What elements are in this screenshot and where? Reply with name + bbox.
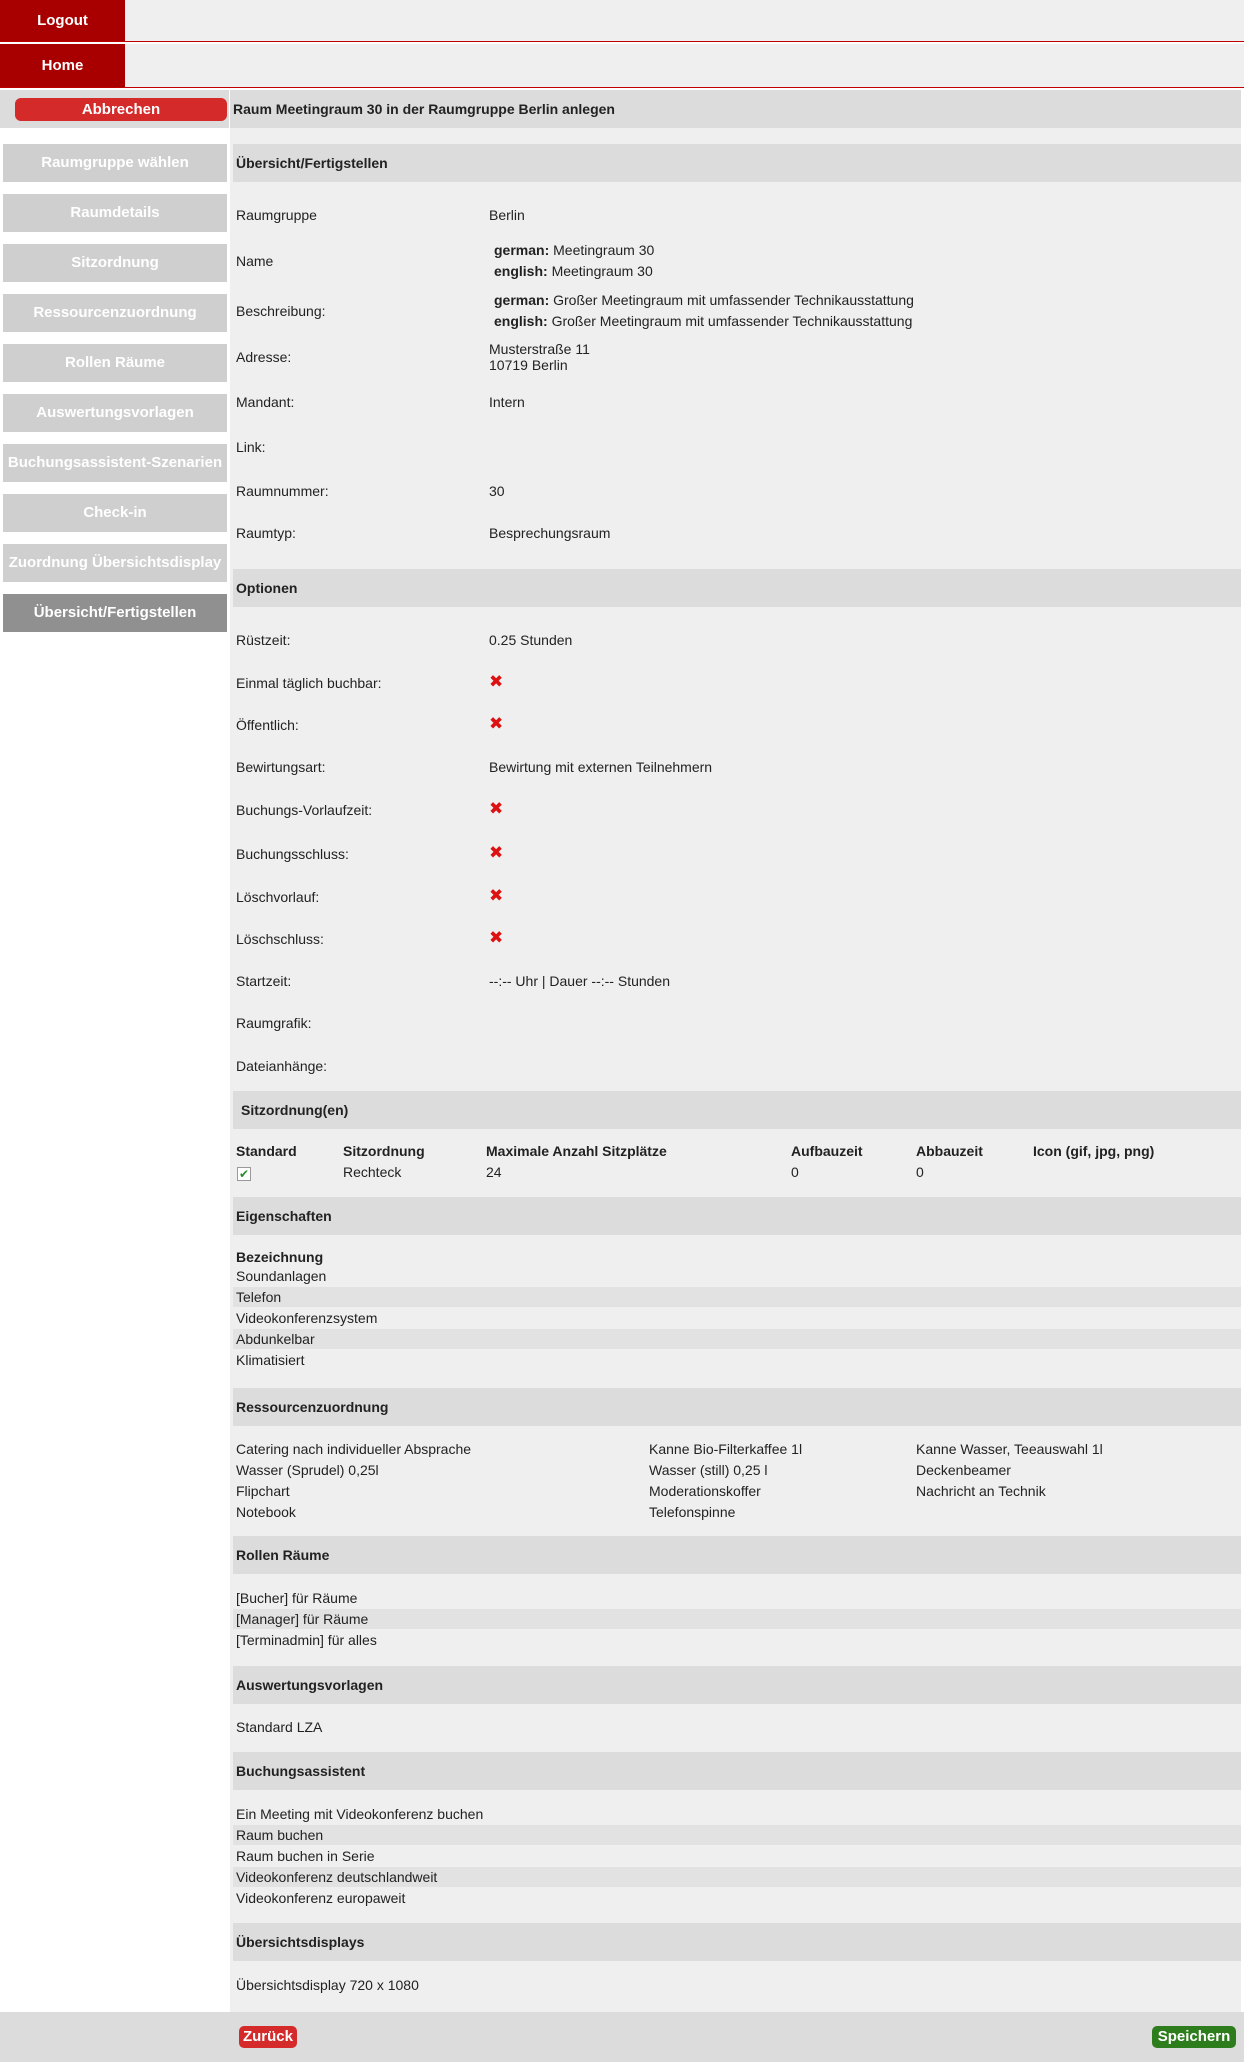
description-german: german: Großer Meetingraum mit umfassender Technikausstattung	[494, 292, 914, 308]
list-item: Raum buchen in Serie	[236, 1848, 375, 1864]
resource-item: Notebook	[236, 1504, 296, 1520]
seating-col-aufbauzeit: Aufbauzeit	[791, 1143, 863, 1159]
address-line1: Musterstraße 11	[489, 341, 590, 357]
resource-item: Kanne Bio-Filterkaffee 1l	[649, 1441, 803, 1457]
nav-raumgruppe-waehlen[interactable]: Raumgruppe wählen	[3, 144, 227, 182]
section-displays-heading: Übersichtsdisplays	[233, 1923, 1241, 1961]
nav-zuordnung-uebersichtsdisplay[interactable]: Zuordnung Übersichtsdisplay	[3, 544, 227, 582]
loeschvorlauf-label: Löschvorlauf:	[236, 889, 320, 905]
seating-col-sitzordnung: Sitzordnung	[343, 1143, 425, 1159]
resource-item: Nachricht an Technik	[916, 1483, 1046, 1499]
list-item: Abdunkelbar	[233, 1329, 1241, 1349]
list-item: Videokonferenz deutschlandweit	[233, 1867, 1241, 1887]
nav-uebersicht-fertigstellen[interactable]: Übersicht/Fertigstellen	[3, 594, 227, 632]
raumnummer-value: 30	[489, 483, 505, 499]
dateianhaenge-label: Dateianhänge:	[236, 1058, 328, 1074]
list-item: Telefon	[233, 1287, 1241, 1307]
cross-icon: ✖	[489, 672, 504, 691]
raumgruppe-value: Berlin	[489, 207, 525, 223]
resource-item: Flipchart	[236, 1483, 290, 1499]
page-title-bar	[230, 90, 1241, 128]
cross-icon: ✖	[489, 799, 504, 818]
link-label: Link:	[236, 439, 266, 455]
section-overview-heading: Übersicht/Fertigstellen	[233, 144, 1241, 182]
cross-icon: ✖	[489, 928, 504, 947]
mandant-value: Intern	[489, 394, 525, 410]
raumnummer-label: Raumnummer:	[236, 483, 329, 499]
bewirtungsart-label: Bewirtungsart:	[236, 759, 326, 775]
oeffentlich-label: Öffentlich:	[236, 717, 299, 733]
section-assistant-heading: Buchungsassistent	[233, 1752, 1241, 1790]
raumgrafik-label: Raumgrafik:	[236, 1015, 312, 1031]
ruestzeit-label: Rüstzeit:	[236, 632, 291, 648]
list-item: Videokonferenzsystem	[236, 1310, 378, 1326]
topbar-home-row	[0, 44, 1244, 88]
list-item: Standard LZA	[236, 1719, 323, 1735]
seating-col-standard: Standard	[236, 1143, 297, 1159]
section-properties-heading: Eigenschaften	[233, 1197, 1241, 1235]
startzeit-value: --:-- Uhr | Dauer --:-- Stunden	[489, 973, 671, 989]
cancel-area	[0, 90, 229, 128]
list-item: [Terminadmin] für alles	[236, 1632, 377, 1648]
summary-content	[230, 128, 1241, 2012]
name-english: english: Meetingraum 30	[494, 263, 653, 279]
list-item: Raum buchen	[233, 1825, 1241, 1845]
cross-icon: ✖	[489, 843, 504, 862]
page-title: Raum Meetingraum 30 in der Raumgruppe Berlin anlegen	[233, 101, 615, 117]
raumtyp-value: Besprechungsraum	[489, 525, 611, 541]
section-roles-heading: Rollen Räume	[233, 1536, 1241, 1574]
vorlaufzeit-label: Buchungs-Vorlaufzeit:	[236, 802, 373, 818]
seating-setup: 0	[791, 1164, 799, 1180]
save-button[interactable]: Speichern	[1152, 2026, 1236, 2048]
cross-icon: ✖	[489, 886, 504, 905]
footer-bar	[0, 2012, 1244, 2062]
list-item: Klimatisiert	[236, 1352, 305, 1368]
list-item: [Bucher] für Räume	[236, 1590, 358, 1606]
list-item: [Manager] für Räume	[233, 1609, 1241, 1629]
bewirtungsart-value: Bewirtung mit externen Teilnehmern	[489, 759, 713, 775]
buchungsschluss-label: Buchungsschluss:	[236, 846, 349, 862]
name-german: german: Meetingraum 30	[494, 242, 655, 258]
wizard-sidebar	[0, 90, 229, 2012]
resource-item: Telefonspinne	[649, 1504, 736, 1520]
seating-teardown: 0	[916, 1164, 924, 1180]
mandant-label: Mandant:	[236, 394, 295, 410]
seating-seats: 24	[486, 1164, 502, 1180]
einmal-taeglich-label: Einmal täglich buchbar:	[236, 675, 382, 691]
ruestzeit-value: 0.25 Stunden	[489, 632, 573, 648]
resource-item: Kanne Wasser, Teeauswahl 1l	[916, 1441, 1103, 1457]
nav-ressourcenzuordnung[interactable]: Ressourcenzuordnung	[3, 294, 227, 332]
startzeit-label: Startzeit:	[236, 973, 292, 989]
section-templates-heading: Auswertungsvorlagen	[233, 1666, 1241, 1704]
resource-item: Deckenbeamer	[916, 1462, 1011, 1478]
nav-sitzordnung[interactable]: Sitzordnung	[3, 244, 227, 282]
list-item: Soundanlagen	[236, 1268, 327, 1284]
name-label: Name	[236, 253, 274, 269]
list-item: Übersichtsdisplay 720 x 1080	[236, 1977, 419, 1993]
nav-rollen-raeume[interactable]: Rollen Räume	[3, 344, 227, 382]
nav-check-in[interactable]: Check-in	[3, 494, 227, 532]
nav-auswertungsvorlagen[interactable]: Auswertungsvorlagen	[3, 394, 227, 432]
section-seating-heading: Sitzordnung(en)	[233, 1091, 1241, 1129]
topbar-logout-row	[0, 0, 1244, 42]
list-item: Ein Meeting mit Videokonferenz buchen	[236, 1806, 484, 1822]
address-line2: 10719 Berlin	[489, 357, 568, 373]
nav-buchungsassistent-szenarien[interactable]: Buchungsassistent-Szenarien	[3, 444, 227, 482]
raumgruppe-label: Raumgruppe	[236, 207, 317, 223]
section-resources-heading: Ressourcenzuordnung	[233, 1388, 1241, 1426]
description-label: Beschreibung:	[236, 303, 326, 319]
back-button[interactable]: Zurück	[239, 2026, 297, 2048]
properties-col-bezeichnung: Bezeichnung	[236, 1249, 324, 1265]
seating-col-abbauzeit: Abbauzeit	[916, 1143, 983, 1159]
resource-item: Wasser (Sprudel) 0,25l	[236, 1462, 379, 1478]
resource-item: Catering nach individueller Absprache	[236, 1441, 472, 1457]
section-options-heading: Optionen	[233, 569, 1241, 607]
standard-checkbox[interactable]: ✔	[238, 1167, 250, 1181]
logout-button[interactable]: Logout	[0, 0, 125, 41]
seating-col-seats: Maximale Anzahl Sitzplätze	[486, 1143, 667, 1159]
resource-item: Moderationskoffer	[649, 1483, 761, 1499]
raumtyp-label: Raumtyp:	[236, 525, 296, 541]
loeschschluss-label: Löschschluss:	[236, 931, 324, 947]
list-item: Videokonferenz europaweit	[236, 1890, 406, 1906]
cancel-button[interactable]: Abbrechen	[15, 98, 227, 121]
address-label: Adresse:	[236, 349, 292, 365]
cross-icon: ✖	[489, 714, 504, 733]
nav-raumdetails[interactable]: Raumdetails	[3, 194, 227, 232]
resource-item: Wasser (still) 0,25 l	[649, 1462, 768, 1478]
home-button[interactable]: Home	[0, 44, 125, 87]
description-english: english: Großer Meetingraum mit umfassender Technikausstattung	[494, 313, 913, 329]
seating-name: Rechteck	[343, 1164, 402, 1180]
seating-col-icon: Icon (gif, jpg, png)	[1033, 1143, 1155, 1159]
